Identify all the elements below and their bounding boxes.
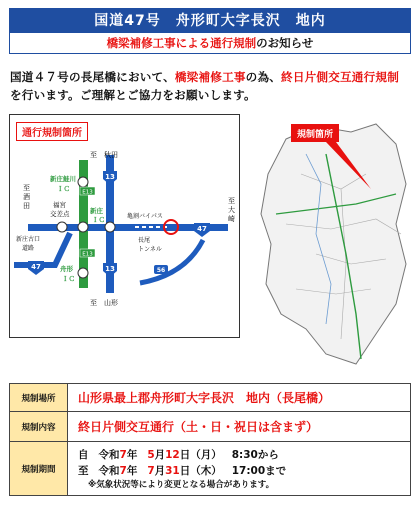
period-to-month: 7 — [147, 464, 155, 477]
intro-highlight-regulation: 終日片側交互通行規制 — [281, 70, 399, 84]
route-map — [9, 114, 240, 338]
route-56-label: 56 — [156, 267, 166, 274]
label-funagata-ic: ＩＣ — [62, 275, 75, 283]
subtitle-highlight: 橋梁補修工事による通行規制 — [106, 36, 257, 50]
label-shinjo-sakegawa: 新庄鮭川 — [50, 175, 76, 183]
period-note: ※気象状況等により変更となる場合があります。 — [88, 479, 275, 490]
period-to-era: 令和 — [98, 464, 120, 477]
table-row-period — [10, 442, 411, 496]
e13-label-top: E13 — [82, 189, 93, 196]
period-to-day-unit: 日 — [179, 464, 191, 477]
label-shinjo-furukuchi: 新庄古口 — [16, 236, 41, 243]
route-47-label-right: 47 — [197, 225, 207, 233]
period-to-year-unit: 年 — [126, 464, 138, 477]
notice-subtitle — [10, 33, 410, 53]
location-header: 規制場所 — [10, 384, 68, 412]
subtitle-rest: のお知らせ — [256, 36, 314, 50]
period-value — [68, 442, 411, 496]
label-shinjo: 新庄 — [90, 207, 103, 215]
period-header: 規制期間 — [10, 442, 68, 496]
table-row-location — [10, 384, 411, 412]
notice-title: 国道47号 舟形町大字長沢 地内 — [10, 9, 410, 33]
period-to-prefix: 至 — [78, 464, 89, 477]
label-to-sakata-3: 田 — [23, 202, 30, 210]
route-13-label-bottom: 13 — [105, 265, 115, 273]
period-from-prefix: 自 — [78, 448, 89, 461]
label-to-osaki-3: 崎 — [228, 215, 235, 223]
period-from-day: 12 — [165, 448, 180, 461]
intro-part5: を行います。ご理解とご協力をお願いします。 — [10, 88, 256, 102]
overview-map-svg — [256, 114, 412, 376]
notice-header — [9, 8, 411, 54]
period-from-month-unit: 月 — [154, 448, 166, 461]
content-value: 終日片側交互通行（土・日・祝日は含まず） — [68, 412, 411, 442]
label-to-yamagata: 至 山形 — [90, 299, 118, 307]
period-from-year: 7 — [119, 448, 127, 461]
period-from — [78, 447, 410, 463]
label-nagao-tunnel: トンネル — [138, 246, 162, 253]
intro-part1: 国道４７号の長尾橋において、 — [10, 70, 175, 84]
e13-label-bottom: E13 — [82, 251, 93, 258]
period-to — [78, 463, 410, 479]
route-13-label-top: 13 — [105, 173, 115, 181]
content-header: 規制内容 — [10, 412, 68, 442]
label-fukumiya-intersection: 交差点 — [50, 210, 70, 218]
label-to-osaki-1: 至 — [228, 197, 235, 205]
label-to-osaki-2: 大 — [228, 206, 235, 214]
callout-label: 規制箇所 — [296, 130, 334, 140]
label-fukumiya: 福宮 — [53, 201, 66, 209]
funagata-ic-marker — [78, 268, 88, 278]
period-from-time: 8:30から — [231, 448, 279, 461]
shinjo-ic-marker — [78, 222, 88, 232]
label-nagao: 長尾 — [138, 237, 151, 244]
period-from-era: 令和 — [98, 448, 120, 461]
label-shinjo-ic: ＩＣ — [92, 216, 105, 224]
table-row-content — [10, 412, 411, 442]
period-to-day: 31 — [165, 464, 180, 477]
label-shinjo-furukuchi-road: 道路 — [22, 245, 35, 252]
intro-highlight-work: 橋梁補修工事 — [174, 70, 246, 84]
period-from-weekday: （月） — [190, 448, 222, 461]
intro-part3: の為、 — [245, 70, 282, 84]
overview-map — [256, 114, 412, 376]
label-to-sakata-1: 至 — [23, 184, 30, 192]
label-to-akita: 至 秋田 — [90, 151, 118, 159]
region-outline — [261, 124, 406, 364]
route-map-svg — [10, 115, 241, 339]
route-47-label-left: 47 — [31, 263, 41, 271]
period-to-year: 7 — [119, 464, 127, 477]
period-to-month-unit: 月 — [154, 464, 166, 477]
label-to-sakata-2: 酒 — [23, 193, 30, 201]
label-shinjo-sakegawa-ic: ＩＣ — [57, 185, 70, 193]
period-from-day-unit: 日 — [179, 448, 191, 461]
junction-marker — [105, 222, 115, 232]
regulation-info-table — [9, 383, 411, 496]
map-label: 通行規制箇所 — [16, 122, 88, 141]
intro-text — [10, 68, 410, 104]
label-kamewari-bypass: 亀割バイパス — [127, 213, 163, 220]
fukumiya-intersection-marker — [57, 222, 67, 232]
period-to-time: 17:00まで — [231, 464, 287, 477]
label-funagata: 舟形 — [60, 265, 73, 273]
period-from-year-unit: 年 — [126, 448, 138, 461]
location-value: 山形県最上郡舟形町大字長沢 地内（長尾橋） — [68, 384, 411, 412]
period-from-month: 5 — [147, 448, 155, 461]
period-to-weekday: （木） — [190, 464, 222, 477]
shinjo-sakegawa-ic-marker — [78, 177, 88, 187]
